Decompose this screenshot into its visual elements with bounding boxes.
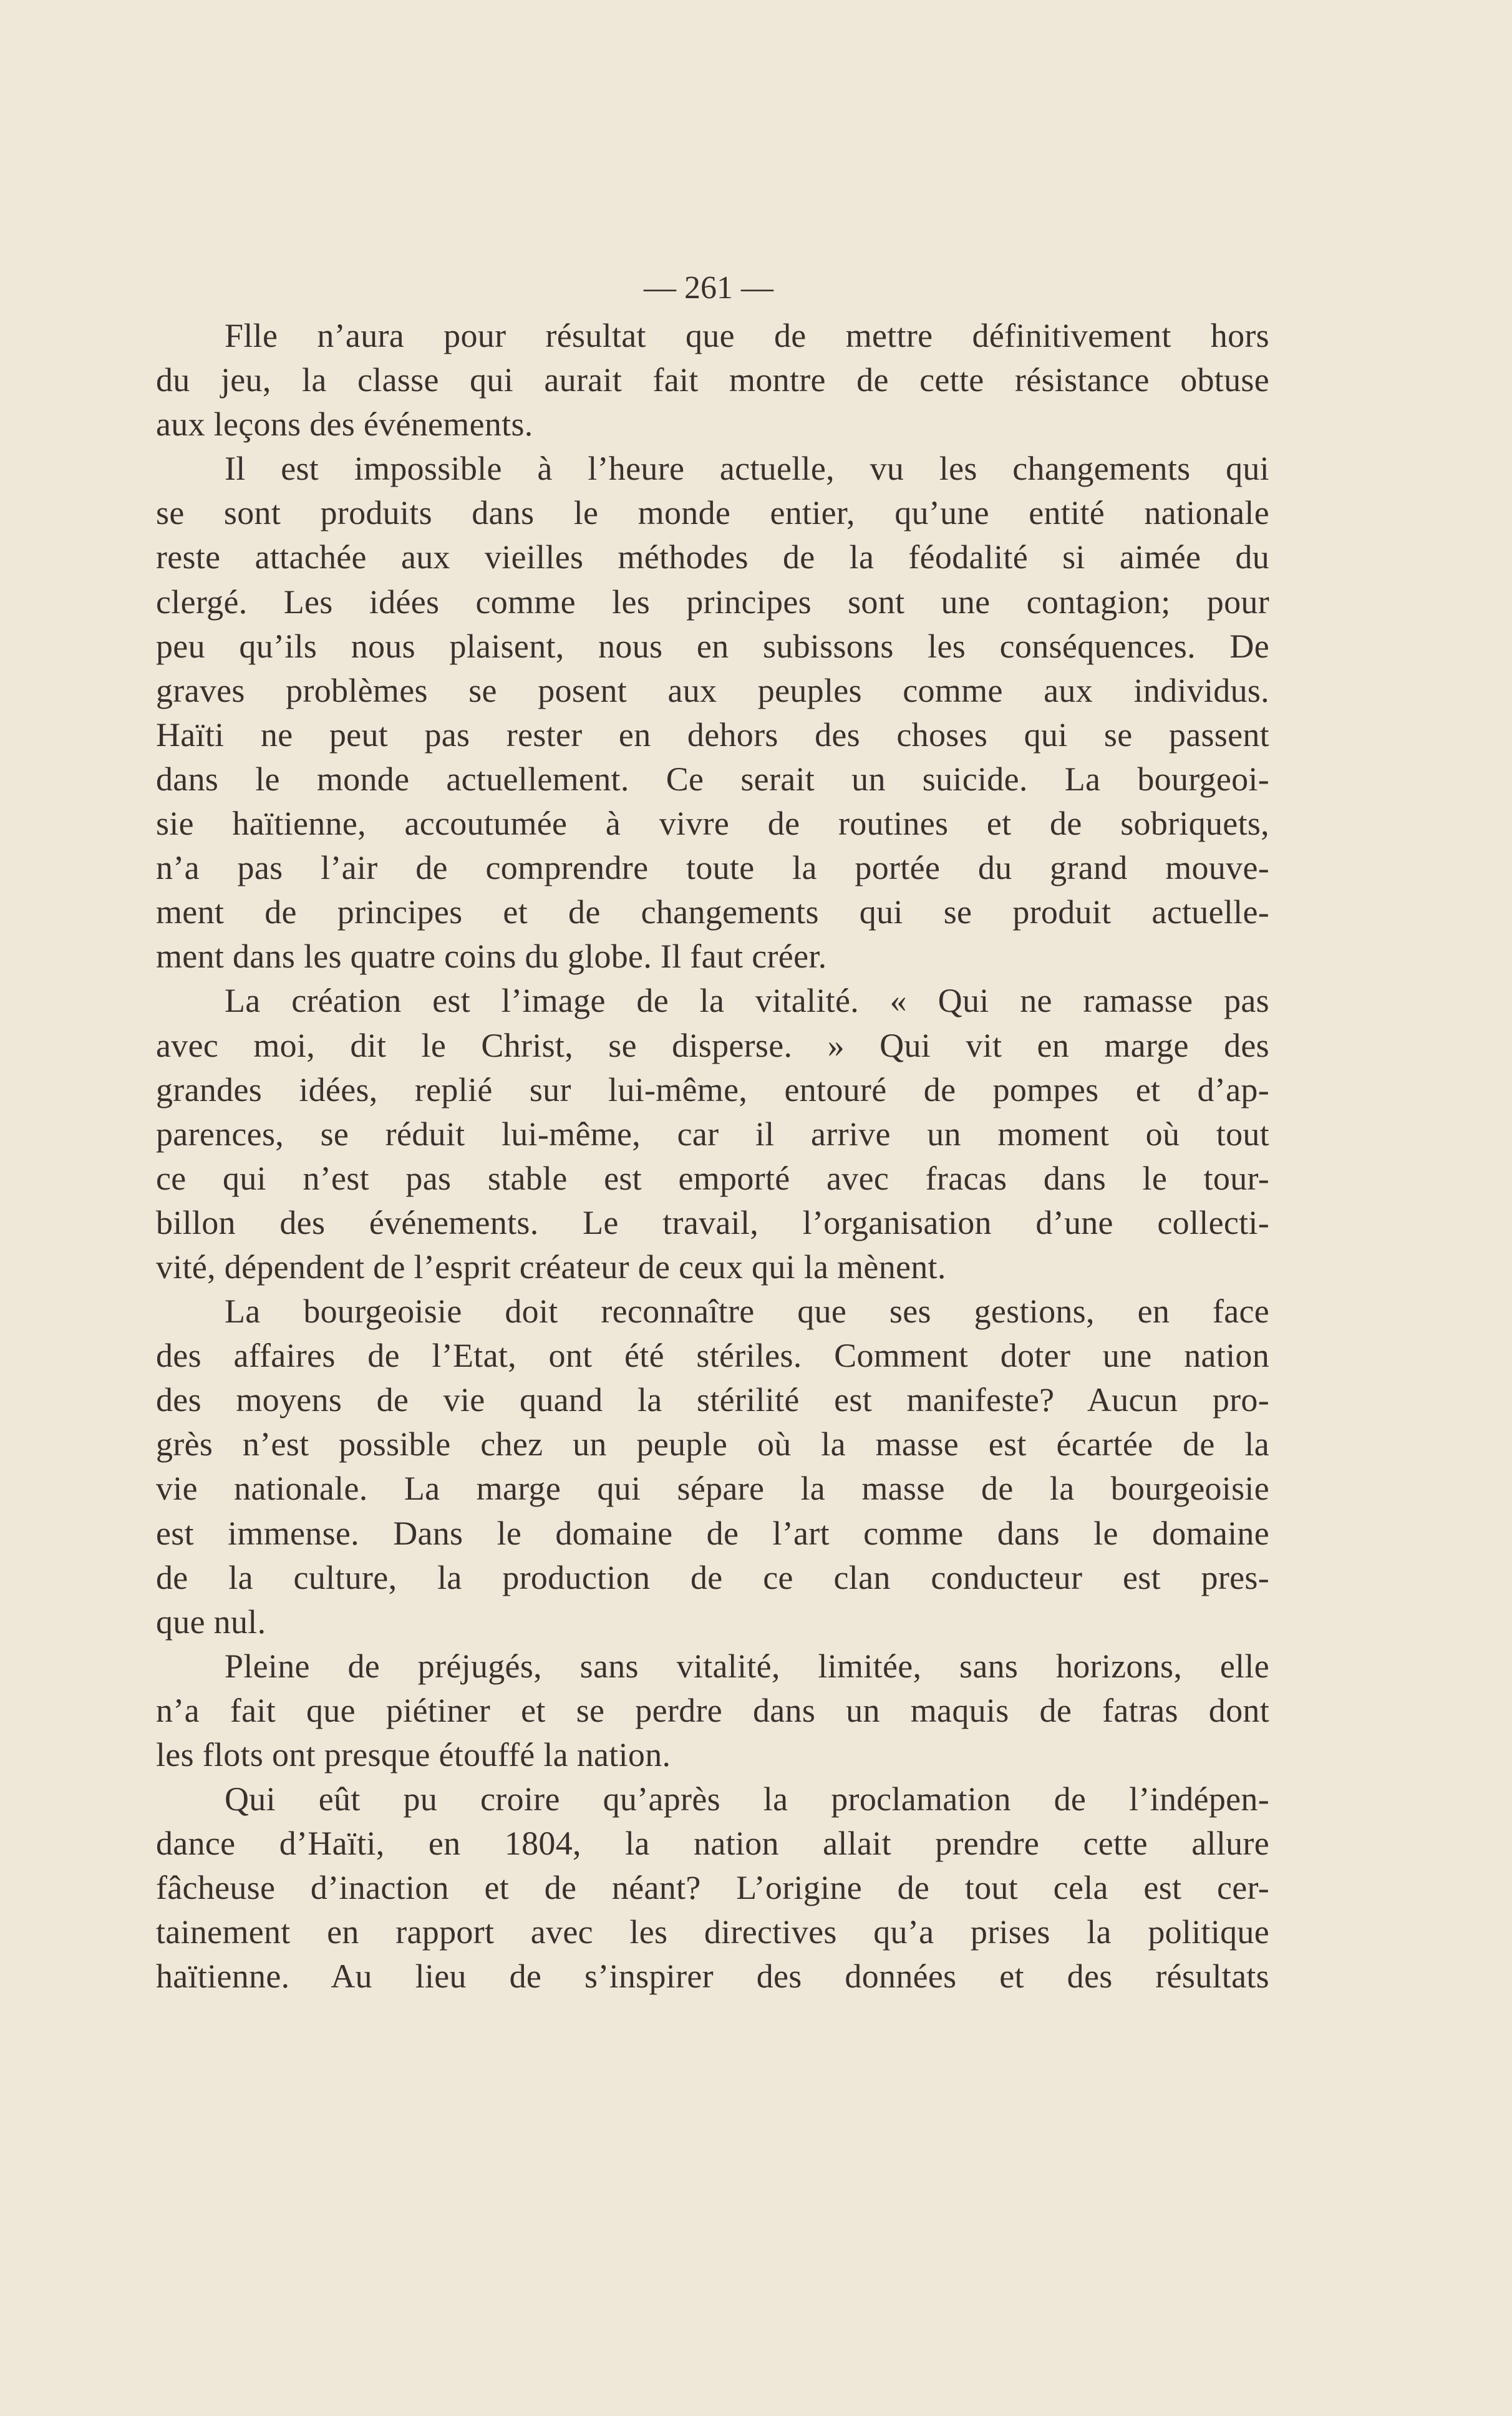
text-line: des moyens de vie quand la stérilité est manifeste? Aucun pro- [156,1381,1269,1419]
text-line: les flots ont presque étouffé la nation. [156,1736,671,1773]
text-line: du jeu, la classe qui aurait fait montre de cette résistance obtuse [156,361,1269,399]
text-line: La création est l’image de la vitalité. « Qui ne ramasse pas [225,982,1269,1020]
text-line: Pleine de préjugés, sans vitalité, limitée, sans horizons, elle [225,1647,1269,1685]
text-line: graves problèmes se posent aux peuples comme aux individus. [156,671,1269,709]
text-line: n’a fait que piétiner et se perdre dans un maquis de fatras dont [156,1691,1269,1729]
text-line: sie haïtienne, accoutumée à vivre de routines et de sobriquets, [156,805,1269,843]
text-line: parences, se réduit lui-même, car il arrive un moment où tout [156,1115,1269,1153]
text-line: ment de principes et de changements qui se produit actuelle- [156,893,1269,931]
text-line: que nul. [156,1603,266,1641]
text-line: de la culture, la production de ce clan conducteur est pres- [156,1558,1269,1596]
text-line: fâcheuse d’inaction et de néant? L’origine de tout cela est cer- [156,1869,1269,1907]
text-line: billon des événements. Le travail, l’organisation d’une collecti- [156,1203,1269,1241]
text-line: grès n’est possible chez un peuple où la masse est écartée de la [156,1425,1269,1463]
text-line: Flle n’aura pour résultat que de mettre définitivement hors [225,317,1269,354]
text-line: dans le monde actuellement. Ce serait un suicide. La bourgeoi- [156,760,1269,798]
text-line: Haïti ne peut pas rester en dehors des choses qui se passent [156,716,1269,754]
text-line: Qui eût pu croire qu’après la proclamation de l’indépen- [225,1780,1269,1818]
text-line: dance d’Haïti, en 1804, la nation allait prendre cette allure [156,1825,1269,1863]
text-line: ment dans les quatre coins du globe. Il faut créer. [156,938,827,976]
text-line: avec moi, dit le Christ, se disperse. » Qui vit en marge des [156,1026,1269,1064]
text-line: grandes idées, replié sur lui-même, entouré de pompes et d’ap- [156,1070,1269,1109]
text-line: est immense. Dans le domaine de l’art comme dans le domaine [156,1514,1269,1552]
text-line: peu qu’ils nous plaisent, nous en subissons les conséquences. De [156,627,1269,665]
text-line: tainement en rapport avec les directives qu’a prises la politique [156,1913,1269,1951]
text-line: Il est impossible à l’heure actuelle, vu les changements qui [225,450,1269,488]
text-line: clergé. Les idées comme les principes sont une contagion; pour [156,583,1269,621]
text-line: n’a pas l’air de comprendre toute la portée du grand mouve- [156,849,1269,887]
text-line: reste attachée aux vieilles méthodes de la féodalité si aimée du [156,538,1269,576]
text-line: vité, dépendent de l’esprit créateur de ceux qui la mènent. [156,1248,946,1286]
text-line: La bourgeoisie doit reconnaître que ses gestions, en face [225,1293,1269,1331]
text-line: aux leçons des événements. [156,405,533,444]
text-line: des affaires de l’Etat, ont été stériles. Comment doter une nation [156,1337,1269,1375]
text-line: vie nationale. La marge qui sépare la masse de la bourgeoisie [156,1470,1269,1508]
text-line: se sont produits dans le monde entier, qu’une entité nationale [156,494,1269,532]
text-line: ce qui n’est pas stable est emporté avec fracas dans le tour- [156,1159,1269,1197]
body-text [156,314,1269,1999]
text-line: haïtienne. Au lieu de s’inspirer des données et des résultats [156,1958,1269,1996]
page-number: — 261 — [644,270,773,306]
